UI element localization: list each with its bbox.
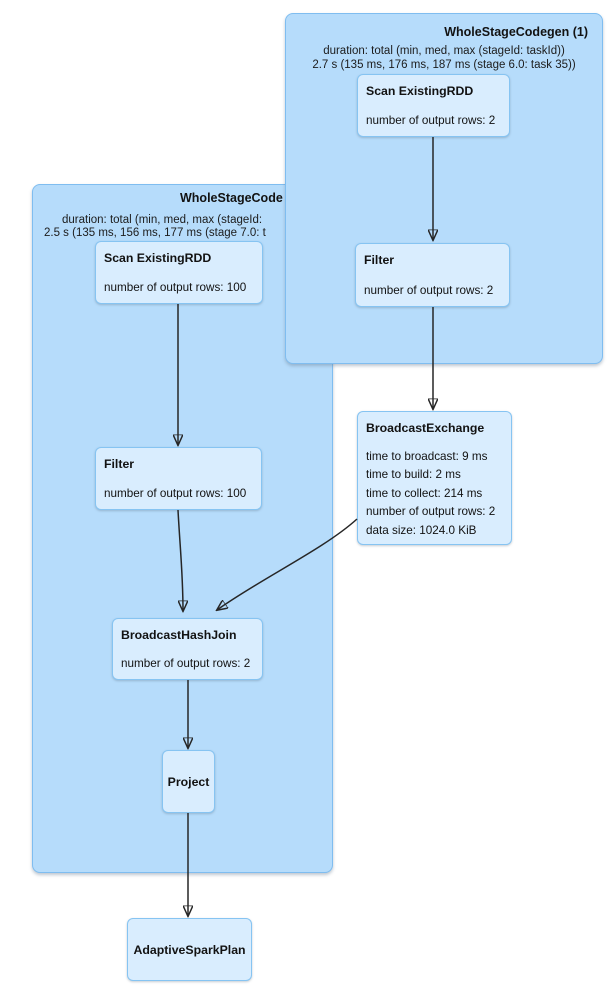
node-metric: time to build: 2 ms: [366, 468, 461, 482]
node-metric: number of output rows: 100: [104, 281, 247, 294]
plan-node-scan-existingrdd-1[interactable]: [357, 74, 510, 137]
node-metric: time to collect: 214 ms: [366, 486, 483, 500]
cluster-duration-line: duration: total (min, med, max (stageId: taskId)): [323, 45, 565, 57]
node-metric: time to broadcast: 9 ms: [366, 450, 488, 463]
node-metrics-list: [366, 448, 503, 540]
node-metric: number of output rows: 2: [366, 505, 496, 519]
cluster-duration-line: 2.5 s (135 ms, 156 ms, 177 ms (stage 7.0: t: [44, 227, 266, 239]
plan-node-adaptivesparkplan[interactable]: [127, 918, 252, 981]
node-title: BroadcastExchange: [366, 421, 485, 435]
cluster-title: WholeStageCode: [180, 191, 283, 205]
node-metric: number of output rows: 2: [121, 657, 251, 670]
plan-node-filter-2[interactable]: [95, 447, 262, 510]
node-metric: number of output rows: 100: [104, 487, 247, 500]
node-title: Project: [167, 774, 210, 789]
plan-node-broadcasthashjoin[interactable]: [112, 618, 263, 680]
plan-node-scan-existingrdd-2[interactable]: [95, 241, 263, 304]
plan-node-broadcastexchange[interactable]: [357, 411, 512, 545]
plan-node-project[interactable]: [162, 750, 215, 813]
node-title: Scan ExistingRDD: [366, 84, 474, 98]
cluster-duration-line: 2.7 s (135 ms, 176 ms, 187 ms (stage 6.0: task 35)): [312, 58, 576, 71]
cluster-wholestagecodegen-1: [285, 13, 603, 364]
node-title: Filter: [104, 457, 135, 471]
node-metric: number of output rows: 2: [364, 284, 494, 297]
node-title: Filter: [364, 253, 395, 267]
node-metric: number of output rows: 2: [366, 114, 496, 127]
node-metric: data size: 1024.0 KiB: [366, 523, 477, 537]
node-title: BroadcastHashJoin: [121, 628, 237, 642]
node-title: AdaptiveSparkPlan: [133, 942, 246, 957]
plan-node-filter-1[interactable]: [355, 243, 510, 307]
cluster-title: WholeStageCodegen (1): [444, 25, 588, 39]
node-title: Scan ExistingRDD: [104, 251, 212, 265]
cluster-duration-line: duration: total (min, med, max (stageId:: [62, 214, 263, 226]
